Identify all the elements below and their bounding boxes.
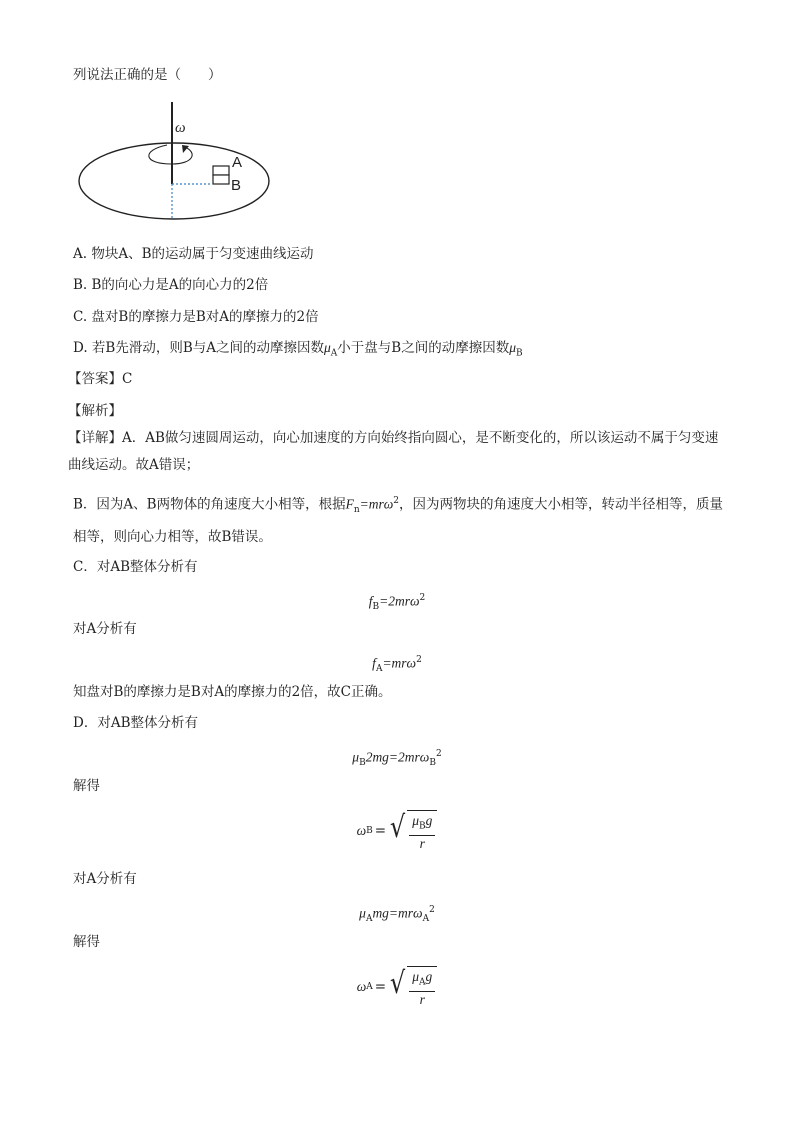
eq-fb-rhs: =2mrω [379, 593, 420, 609]
formula-rhs: =mrω [359, 496, 394, 512]
option-a: A. 物块A、B的运动属于匀变速曲线运动 [73, 246, 314, 262]
frac-a-den: r [419, 991, 425, 1007]
frac-a-g: g [425, 969, 433, 985]
equation-omega-b [0, 808, 794, 854]
eq-fa-lhs: f [372, 655, 376, 671]
sqrt-b-radical-icon: √ [390, 810, 406, 846]
solve-label-2: 解得 [73, 934, 100, 950]
eq-wb-sub: B [366, 826, 373, 836]
eq-wa-sym: ω [356, 979, 367, 994]
option-d-text-2: 小于盘与B之间的动摩擦因数 [337, 340, 510, 356]
frac-b-den: r [419, 835, 425, 851]
option-b: B. B的向心力是A的向心力的2倍 [73, 277, 269, 293]
eq-fb-exp: 2 [419, 593, 426, 603]
detail-b-paragraph [73, 488, 733, 551]
frac-a-mu: μ [412, 969, 419, 985]
frac-b-mu-sub: B [419, 821, 426, 832]
equation-omega-a [0, 964, 794, 1010]
eq-fa-rhs: =mrω [382, 655, 417, 671]
option-d-text-1: D. 若B先滑动，则B与A之间的动摩擦因数 [73, 340, 325, 356]
question-stem: 列说法正确的是（ ） [73, 67, 222, 83]
rotating-disk-figure [70, 98, 280, 226]
eq-mua-mu-sub: A [365, 914, 373, 925]
frac-b [409, 813, 435, 852]
eq-mua-exp: 2 [429, 905, 435, 915]
frac-a-mu-sub: A [419, 977, 426, 988]
frac-b-mu: μ [412, 813, 419, 829]
sqrt-a-radical-icon: √ [390, 966, 406, 1002]
formula-f-sub: n [353, 505, 360, 516]
block-a [213, 166, 229, 175]
eq-fb-lhs: f [368, 593, 373, 609]
eq-mua-w-sub: A [422, 914, 430, 925]
eq-mub-w-sub: B [429, 758, 436, 769]
label-a: A [232, 154, 243, 171]
eq-wa-equals: = [374, 979, 387, 995]
eq-wb-sym: ω [356, 823, 367, 838]
analysis-label: 【解析】 [68, 403, 122, 419]
detail-b-text-1: B．因为A、B两物体的角速度大小相等，根据 [73, 496, 346, 513]
detail-d-heading: D．对AB整体分析有 [73, 715, 198, 731]
eq-mub-exp: 2 [435, 749, 442, 759]
eq-wa-sub: A [366, 982, 373, 992]
eq-mub-mu-sub: B [359, 758, 366, 769]
option-d [73, 339, 523, 363]
omega-label: ω [175, 120, 186, 136]
sqrt-a [388, 966, 437, 1008]
detail-b-text-2: ，因为两物块的角速度大小相等，转动半径相等，质量相等，则向心力相等，故B错误。 [73, 496, 724, 546]
eq-fa-exp: 2 [416, 655, 422, 665]
answer-value: C [122, 371, 133, 387]
eq-mub-mu: μ [352, 749, 360, 765]
equation-mu-b [0, 745, 794, 772]
equation-mu-a [0, 901, 794, 928]
formula-exp: 2 [393, 496, 400, 506]
answer-label: 【答案】 [68, 371, 122, 387]
block-b [213, 175, 229, 184]
detail-c-conclusion: 知盘对B的摩擦力是B对A的摩擦力的2倍，故C正确。 [73, 684, 392, 700]
option-c: C. 盘对B的摩擦力是B对A的摩擦力的2倍 [73, 309, 319, 325]
eq-wb-equals: = [374, 823, 387, 839]
mu-a-symbol: μ [324, 340, 331, 355]
eq-mub-mid: 2mg=2mrω [365, 749, 430, 765]
eq-mua-mid: mg=mrω [372, 905, 423, 921]
equation-fb [0, 589, 794, 616]
mu-a-subscript: A [330, 348, 338, 359]
mu-b-symbol: μ [509, 340, 516, 355]
detail-a-paragraph: 【详解】A．AB做匀速圆周运动，向心加速度的方向始终指向圆心，是不断变化的，所以该运动不属于匀变速曲线运动。故A错误； [68, 430, 719, 473]
frac-a [409, 969, 435, 1008]
frac-b-g: g [425, 813, 433, 829]
sqrt-b [388, 810, 437, 852]
solve-label-1: 解得 [73, 778, 100, 794]
detail-c-analyze-a: 对A分析有 [73, 621, 137, 637]
eq-fa-sub: A [375, 664, 383, 675]
detail-c-heading: C．对AB整体分析有 [73, 559, 198, 575]
detail-d-analyze-a: 对A分析有 [73, 871, 137, 887]
formula-f: F [345, 496, 354, 512]
eq-fb-sub: B [372, 602, 380, 613]
answer-line [68, 370, 132, 388]
equation-fa [0, 651, 794, 678]
label-b: B [231, 177, 242, 194]
eq-mua-mu: μ [359, 905, 366, 921]
mu-b-subscript: B [516, 348, 523, 359]
